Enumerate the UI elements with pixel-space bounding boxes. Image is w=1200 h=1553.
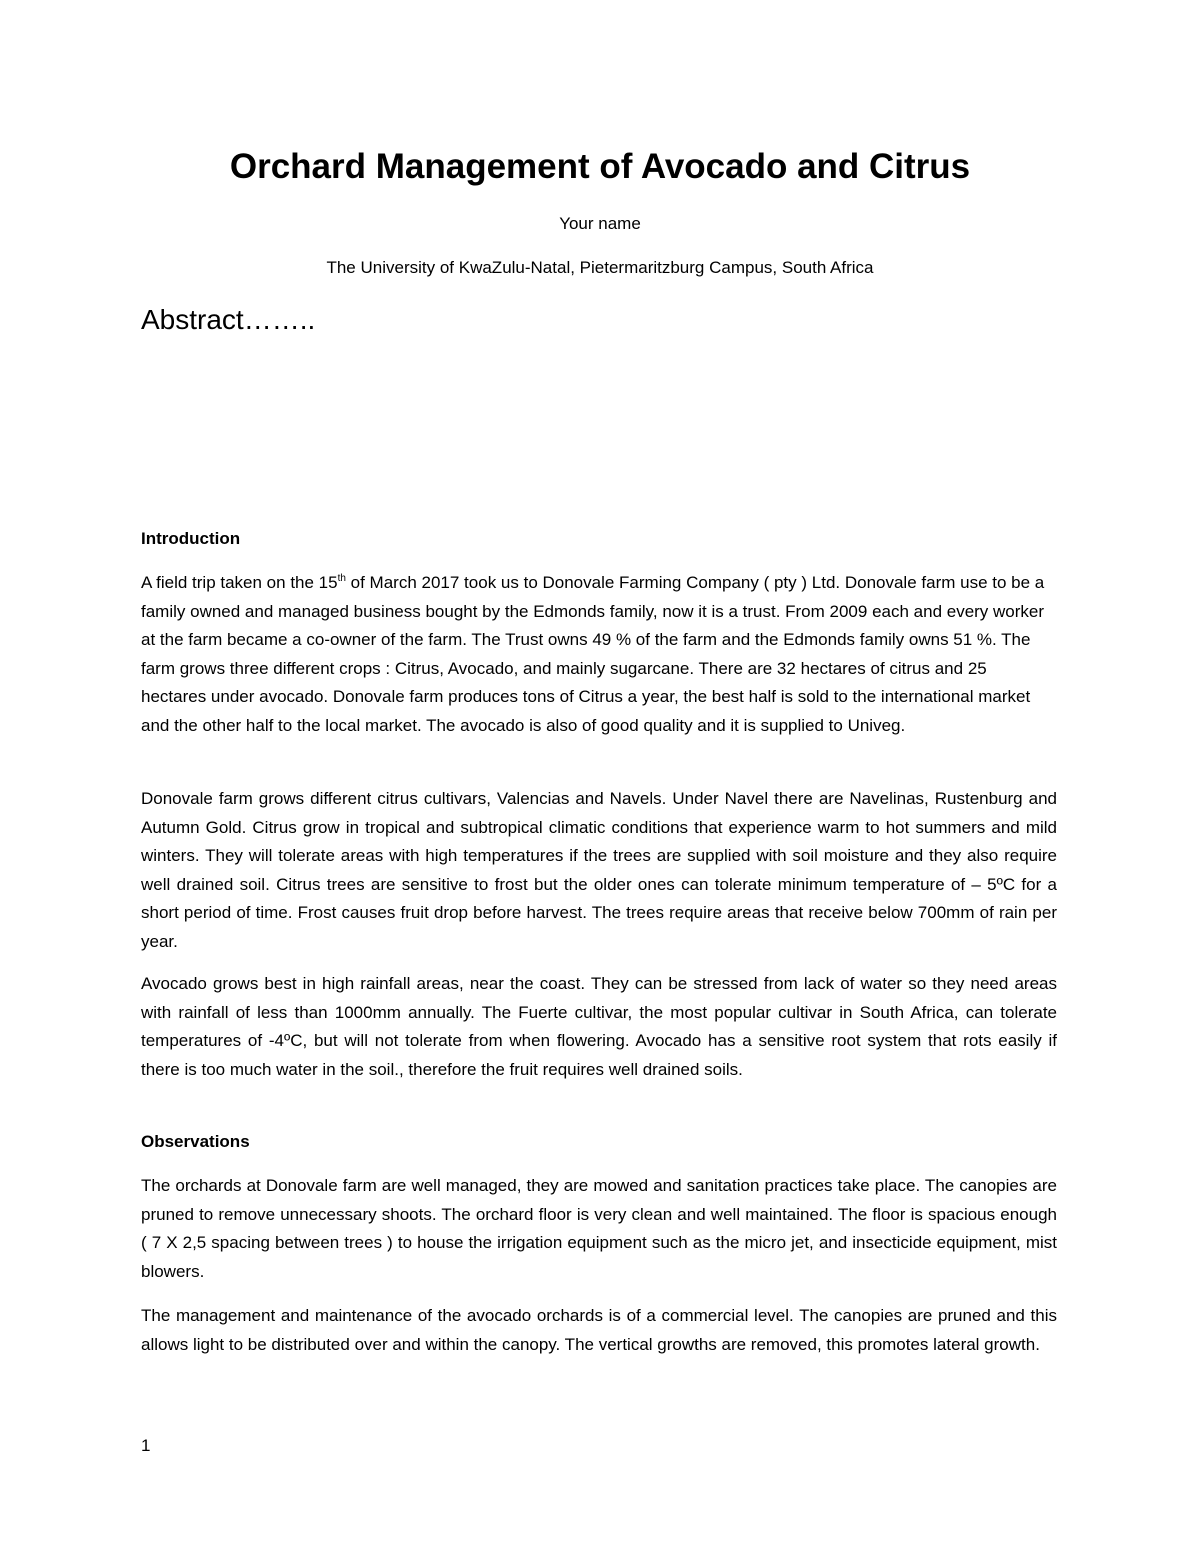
observations-paragraph-1: The orchards at Donovale farm are well managed, they are mowed and sanitation practices take place. The canopies are pruned to remove unnecessary shoots. The orchard floor is very clean and well maintained. The floor is spacious enough ( 7 X 2,5 spacing between trees ) to house the irrigation equipment such as the micro jet, and insecticide equipment, mist blowers. (141, 1176, 1057, 1281)
intro-p1-rest: of March 2017 took us to Donovale Farming Company ( pty ) Ltd. Donovale farm use to be a family owned and managed business bought by the Edmonds family, now it is a trust. From 2009 each and every worker at the farm became a co-owner of the farm. The Trust owns 49 % of the farm and the Edmonds family owns 51 %. The farm grows three different crops : Citrus, Avocado, and mainly sugarcane. There are 32 hectares of citrus and 25 hectares under avocado. Donovale farm produces tons of Citrus a year, the best half is sold to the international market and the other half to the local market. The avocado is also of good quality and it is supplied to Univeg. (141, 573, 1045, 735)
intro-p1-start: A field trip taken on the 15 (141, 573, 338, 592)
introduction-paragraph-2: Donovale farm grows different citrus cultivars, Valencias and Navels. Under Navel there are Navelinas, Rustenburg and Autumn Gold. Citrus grow in tropical and subtropical climatic conditions that experience warm to hot summers and mild winters. They will tolerate areas with high temperatures if the trees are supplied with soil moisture and they also require well drained soil. Citrus trees are sensitive to frost but the older ones can tolerate minimum temperature of – 5ºC for a short period of time. Frost causes fruit drop before harvest. The trees require areas that receive below 700mm of rain per year. (141, 789, 1057, 951)
introduction-heading: Introduction (141, 529, 241, 548)
introduction-paragraph-3: Avocado grows best in high rainfall areas, near the coast. They can be stressed from lack of water so they need areas with rainfall of less than 1000mm annually. The Fuerte cultivar, the most popular cultivar in South Africa, can tolerate temperatures of -4ºC, but will not tolerate from when flowering. Avocado has a sensitive root system that rots easily if there is too much water in the soil., therefore the fruit requires well drained soils. (141, 974, 1057, 1079)
observations-heading: Observations (141, 1132, 250, 1151)
author-affiliation: The University of KwaZulu-Natal, Pietermaritzburg Campus, South Africa (326, 258, 874, 277)
document-title: Orchard Management of Avocado and Citrus (229, 147, 971, 186)
observations-paragraph-2: The management and maintenance of the avocado orchards is of a commercial level. The canopies are pruned and this allows light to be distributed over and within the canopy. The vertical growths are removed, this promotes lateral growth. (141, 1306, 1057, 1354)
page-number: 1 (141, 1436, 151, 1455)
abstract-heading: Abstract…….. (141, 304, 316, 335)
introduction-paragraph-1 (141, 569, 1055, 741)
author-name: Your name (559, 214, 641, 233)
ordinal-superscript: th (337, 573, 346, 584)
